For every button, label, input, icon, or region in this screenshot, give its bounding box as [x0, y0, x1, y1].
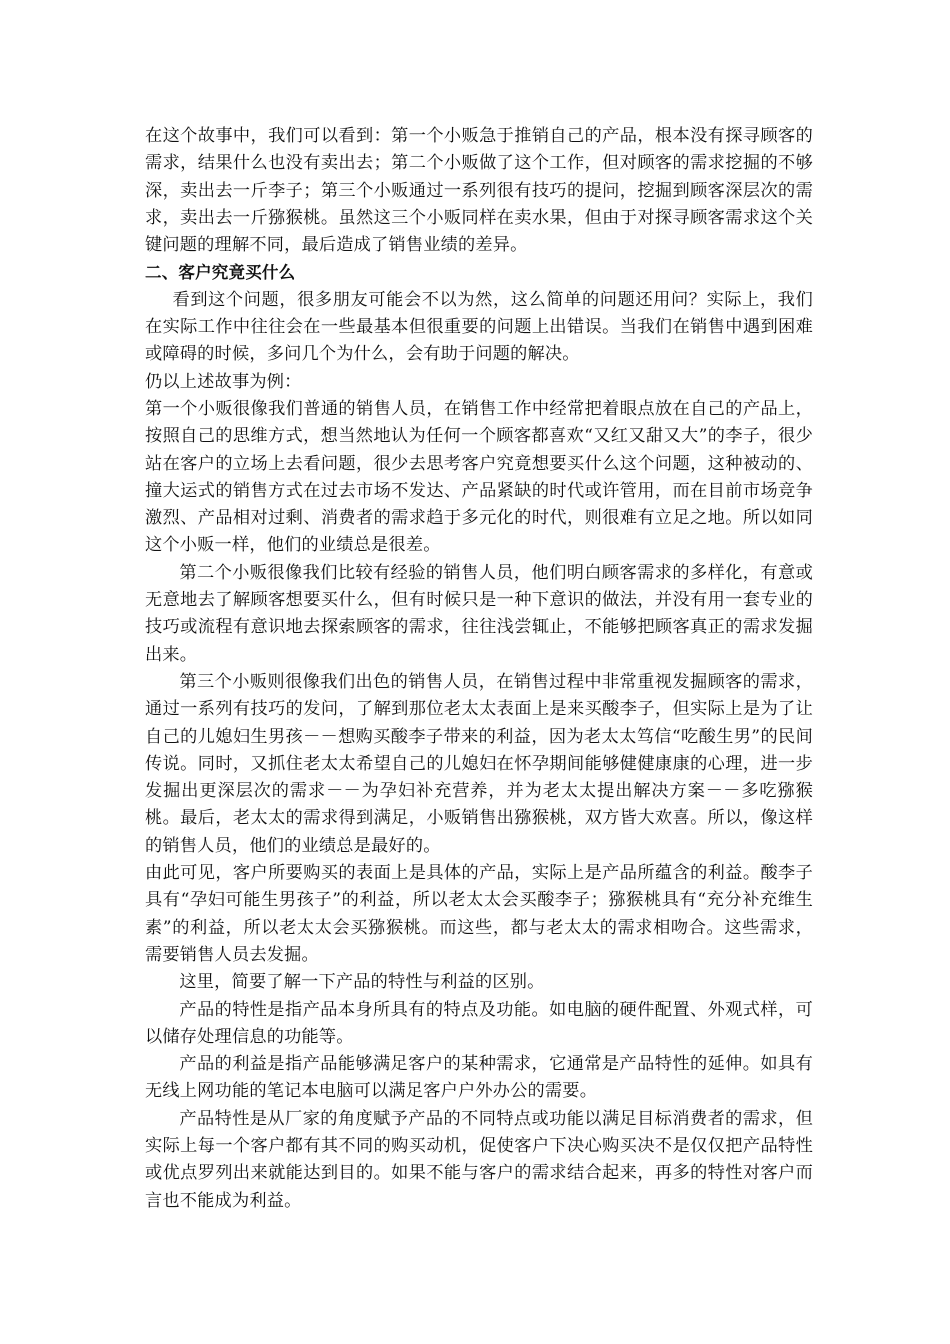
paragraph-story-summary: 在这个故事中，我们可以看到：第一个小贩急于推销自己的产品，根本没有探寻顾客的需求，结果什么也没有卖出去；第二个小贩做了这个工作，但对顾客的需求挖掘的不够深，卖出去一斤李子；第三个小贩通过一系列很有技巧的提问，挖掘到顾客深层次的需求，卖出去一斤猕猴桃。虽然这三个小贩同样在卖水果，但由于对探寻顾客需求这个关键问题的理解不同，最后造成了销售业绩的差异。: [145, 126, 813, 256]
paragraph-first-vendor: 第一个小贩很像我们普通的销售人员，在销售工作中经常把着眼点放在自己的产品上，按照自己的思维方式，想当然地认为任何一个顾客都喜欢“又红又甜又大”的李子，很少站在客户的立场上去看问题，很少去思考客户究竟想要买什么这个问题，这种被动的、撞大运式的销售方式在过去市场不发达、产品紧缺的时代或许管用，而在目前市场竞争激烈、产品相对过剩、消费者的需求趋于多元化的时代，则很难有立足之地。所以如同这个小贩一样，他们的业绩总是很差。: [145, 398, 813, 556]
document-page: [145, 123, 813, 1215]
paragraph-question-intro: 看到这个问题，很多朋友可能会不以为然，这么简单的问题还用问？实际上，我们在实际工作中往往会在一些最基本但很重要的问题上出错误。当我们在销售中遇到困难或障碍的时候，多问几个为什么，会有助于问题的解决。: [145, 289, 813, 365]
section-heading: 二、客户究竟买什么: [145, 263, 296, 283]
paragraph-second-vendor: 第二个小贩很像我们比较有经验的销售人员，他们明白顾客需求的多样化，有意或无意地去了解顾客想要买什么，但有时候只是一种下意识的做法，并没有用一套专业的技巧或流程有意识地去探索顾客的需求，往往浅尝辄止，不能够把顾客真正的需求发掘出来。: [145, 562, 813, 665]
paragraph-conclusion: 由此可见，客户所要购买的表面上是具体的产品，实际上是产品所蕴含的利益。酸李子具有“孕妇可能生男孩子”的利益，所以老太太会买酸李子；猕猴桃具有“充分补充维生素”的利益，所以老太太会买猕猴桃。而这些，都与老太太的需求相吻合。这些需求，需要销售人员去发掘。: [145, 863, 813, 965]
paragraph-feature-benefit-intro: 这里，简要了解一下产品的特性与利益的区别。: [179, 972, 545, 993]
paragraph-feature-vs-benefit: 产品特性是从厂家的角度赋予产品的不同特点或功能以满足目标消费者的需求，但实际上每一个客户都有其不同的购买动机，促使客户下决心购买决不是仅仅把产品特性或优点罗列出来就能达到目的。如果不能与客户的需求结合起来，再多的特性对客户而言也不能成为利益。: [145, 1108, 813, 1211]
paragraph-third-vendor: 第三个小贩则很像我们出色的销售人员，在销售过程中非常重视发掘顾客的需求，通过一系列有技巧的发问，了解到那位老太太表面上是来买酸李子，但实际上是为了让自己的儿媳妇生男孩－－想购买酸李子带来的利益，因为老太太笃信“吃酸生男”的民间传说。同时，又抓住老太太希望自己的儿媳妇在怀孕期间能够健健康康的心理，进一步发掘出更深层次的需求－－为孕妇补充营养，并为老太太提出解决方案－－多吃猕猴桃。最后，老太太的需求得到满足，小贩销售出猕猴桃，双方皆大欢喜。所以，像这样的销售人员，他们的业绩总是最好的。: [145, 671, 813, 856]
paragraph-benefit-definition: 产品的利益是指产品能够满足客户的某种需求，它通常是产品特性的延伸。如具有无线上网功能的笔记本电脑可以满足客户户外办公的需要。: [145, 1054, 813, 1102]
paragraph-feature-definition: 产品的特性是指产品本身所具有的特点及功能。如电脑的硬件配置、外观式样，可以储存处理信息的功能等。: [145, 999, 813, 1047]
paragraph-example-lead: 仍以上述故事为例：: [145, 371, 302, 392]
